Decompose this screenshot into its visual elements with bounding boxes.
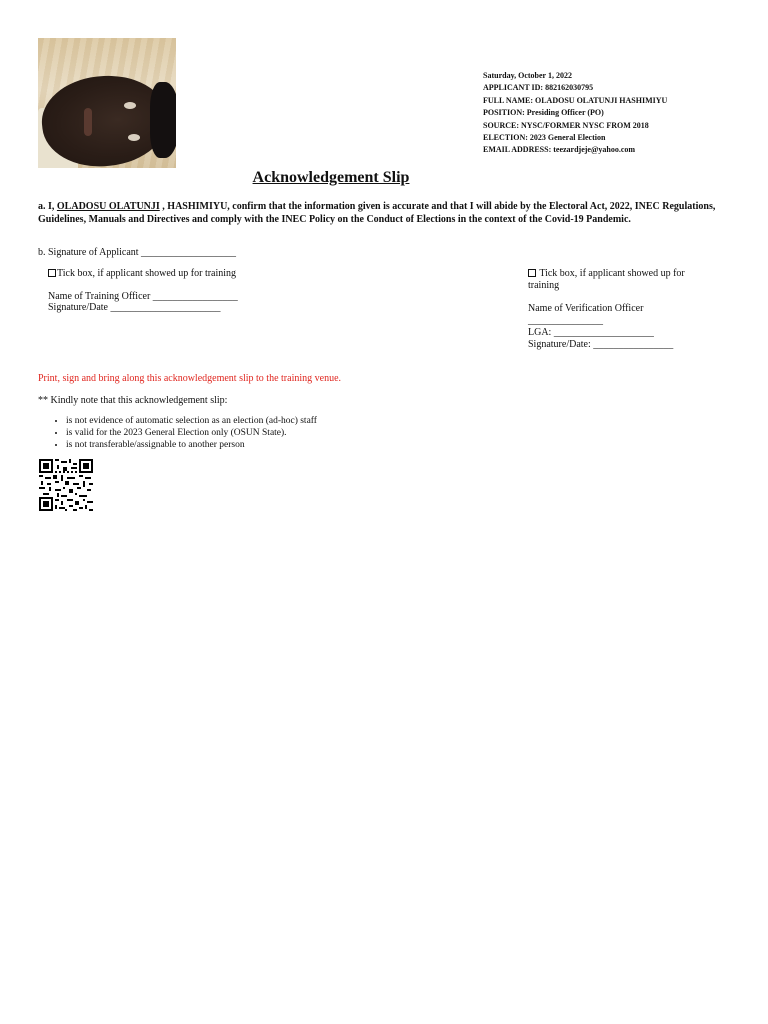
- verification-officer-section: [528, 268, 708, 351]
- print-notice: Print, sign and bring along this acknowledgement slip to the training venue.: [38, 373, 342, 384]
- verification-checkbox-label: Tick box, if applicant showed up for training: [528, 268, 685, 291]
- photo-eye: [124, 102, 136, 109]
- training-signature-date: Signature/Date ______________________: [48, 302, 221, 313]
- training-checkbox-label: Tick box, if applicant showed up for training: [57, 268, 237, 279]
- source: SOURCE: NYSC/FORMER NYSC FROM 2018: [483, 120, 649, 130]
- applicant-id: APPLICANT ID: 882162030795: [483, 83, 594, 93]
- page-title: Acknowledgement Slip: [252, 169, 410, 186]
- photo-hair: [150, 82, 176, 158]
- declaration-text: , HASHIMIYU, confirm that the information given is accurate and that I will abide by the Electoral Act, 2022, INEC Regulations, Guidelines, Manuals and Directives and comply with the INEC Policy on the Conduct of Elections in the context of the Covid-19 Pandemic.: [38, 201, 716, 225]
- qr-code: [39, 459, 93, 511]
- applicant-photo: [38, 38, 176, 168]
- applicant-signature-line: b. Signature of Applicant ___________________: [38, 247, 237, 258]
- kindly-note: ** Kindly note that this acknowledgement slip:: [38, 395, 228, 406]
- verification-officer-name: Name of Verification Officer: [528, 303, 644, 314]
- notes-list: [52, 416, 317, 451]
- photo-mouth: [84, 108, 92, 136]
- training-officer-section: [48, 268, 238, 314]
- list-item: • is not transferable/assignable to another person: [66, 440, 317, 452]
- full-name: FULL NAME: OLADOSU OLATUNJI HASHIMIYU: [483, 95, 668, 105]
- declaration-name: OLADOSU OLATUNJI: [56, 201, 160, 212]
- verification-officer-line: _______________: [528, 315, 603, 326]
- declaration-paragraph: [38, 200, 738, 226]
- photo-eye: [128, 134, 140, 141]
- lga-line: LGA: ____________________: [528, 327, 654, 338]
- applicant-details: [483, 70, 667, 157]
- list-item: • is not evidence of automatic selection as an election (ad-hoc) staff: [66, 416, 317, 428]
- verification-signature-date: Signature/Date: ________________: [528, 339, 674, 350]
- list-item: • is valid for the 2023 General Election only (OSUN State).: [66, 428, 317, 440]
- declaration-prefix: a. I,: [38, 201, 57, 212]
- slip-date: Saturday, October 1, 2022: [483, 71, 572, 80]
- training-checkbox[interactable]: [48, 269, 56, 277]
- email-address: EMAIL ADDRESS: teezardjeje@yahoo.com: [483, 145, 636, 155]
- verification-checkbox[interactable]: [528, 269, 536, 277]
- training-officer-name: Name of Training Officer _________________: [48, 290, 238, 302]
- election: ELECTION: 2023 General Election: [483, 133, 606, 143]
- position: POSITION: Presiding Officer (PO): [483, 108, 604, 118]
